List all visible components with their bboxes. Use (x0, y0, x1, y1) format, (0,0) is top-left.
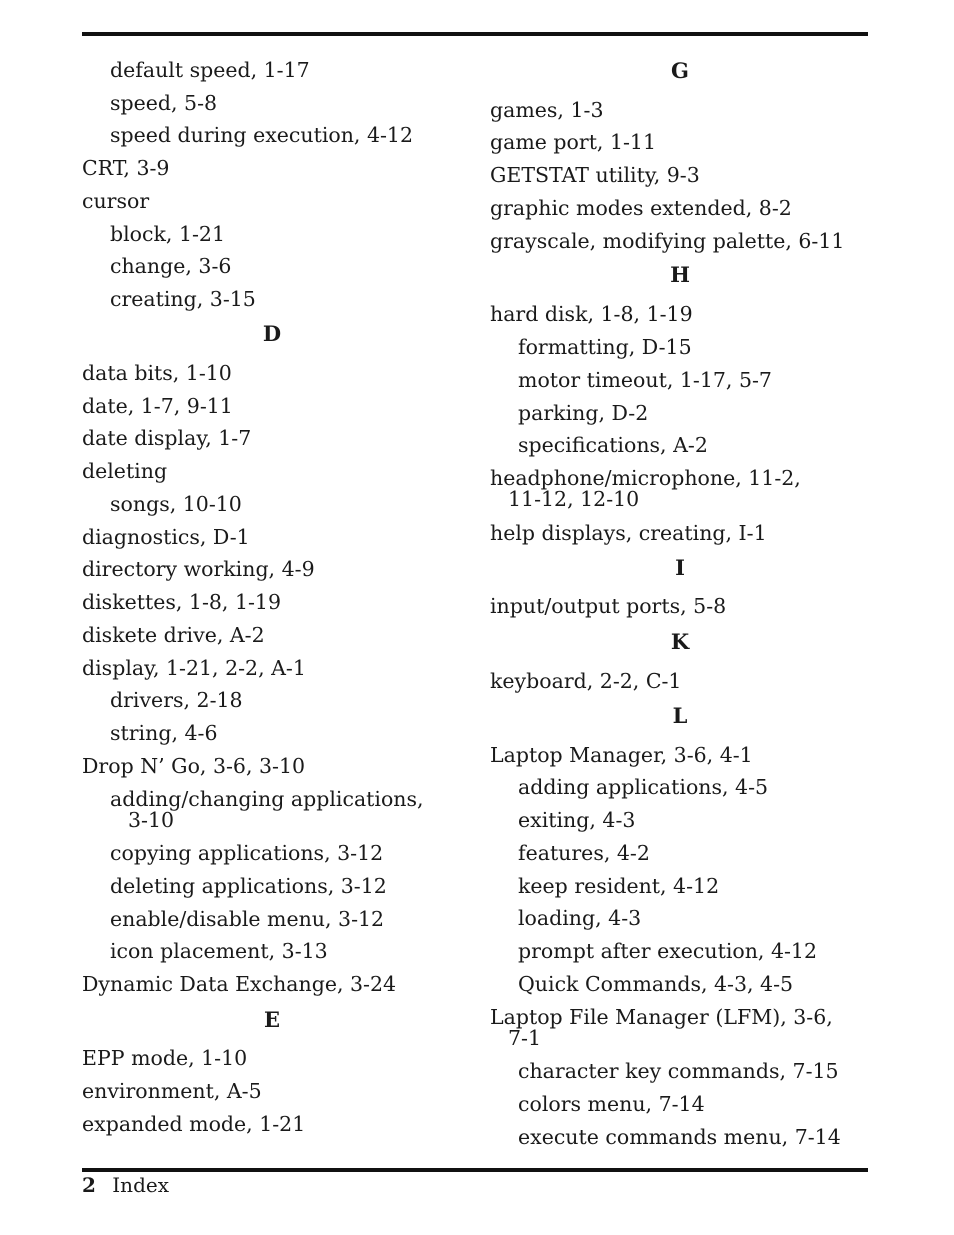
entry-text: execute commands menu, 7-14 (518, 1125, 841, 1149)
index-entry (82, 527, 250, 548)
entry-text: speed, 5-8 (110, 91, 218, 115)
index-subentry (490, 941, 817, 962)
index-subentry (490, 337, 692, 358)
index-entry (82, 625, 265, 646)
entry-continuation: 7-1 (508, 1026, 542, 1050)
entry-text: environment, A-5 (82, 1079, 262, 1103)
entry-text: headphone/microphone, 11-2, (490, 466, 801, 490)
entry-text: loading, 4-3 (518, 906, 642, 930)
entry-text: block, 1-21 (110, 222, 226, 246)
index-entry (490, 132, 656, 153)
index-subentry (490, 1094, 705, 1115)
entry-text: game port, 1-11 (490, 130, 657, 154)
index-entry (490, 523, 767, 544)
index-subentry (490, 403, 648, 424)
entry-text: grayscale, modifying palette, 6-11 (490, 229, 845, 253)
entry-text: parking, D-2 (518, 401, 649, 425)
entry-text: colors menu, 7-14 (518, 1092, 705, 1116)
index-subentry (82, 690, 243, 711)
section-letter: G (671, 58, 689, 83)
entry-text: motor timeout, 1-17, 5-7 (518, 368, 772, 392)
index-entry (82, 1114, 305, 1135)
index-subentry (82, 909, 384, 930)
index-entry (82, 658, 306, 679)
entry-text: CRT, 3-9 (82, 156, 170, 180)
index-entry (490, 671, 681, 692)
entry-text: Dynamic Data Exchange, 3-24 (82, 972, 397, 996)
index-subentry (490, 876, 719, 897)
section-letter: K (670, 629, 690, 654)
entry-text: songs, 10-10 (110, 492, 242, 516)
entry-text: keep resident, 4-12 (518, 874, 720, 898)
entry-text: graphic modes extended, 8-2 (490, 196, 792, 220)
entry-text: input/output ports, 5-8 (490, 594, 727, 618)
entry-text: diagnostics, D-1 (82, 525, 250, 549)
index-entry (82, 396, 233, 417)
index-subentry (490, 810, 635, 831)
entry-text: Laptop Manager, 3-6, 4-1 (490, 743, 753, 767)
index-subentry (490, 908, 641, 929)
index-entry (490, 100, 603, 121)
index-entry (490, 231, 844, 252)
entry-text: cursor (82, 189, 150, 213)
entry-text: enable/disable menu, 3-12 (110, 907, 385, 931)
entry-text: character key commands, 7-15 (518, 1059, 839, 1083)
index-entry (82, 428, 251, 449)
section-letter: L (672, 703, 688, 728)
entry-text: speed during execution, 4-12 (110, 123, 414, 147)
top-rule (82, 32, 868, 36)
entry-text: features, 4-2 (518, 841, 650, 865)
entry-text: diskettes, 1-8, 1-19 (82, 590, 282, 614)
index-subentry (82, 843, 383, 864)
section-letter: I (675, 555, 685, 580)
index-subentry (82, 494, 242, 515)
index-entry (490, 198, 792, 219)
page-footer (82, 1173, 169, 1197)
index-entry (82, 1048, 247, 1069)
index-entry (82, 559, 315, 580)
index-entry (490, 165, 700, 186)
index-entry (82, 592, 281, 613)
entry-text: hard disk, 1-8, 1-19 (490, 302, 693, 326)
entry-text: help displays, creating, I-1 (490, 521, 767, 545)
index-subentry (490, 435, 708, 456)
index-subentry (82, 93, 217, 114)
index-subentry (490, 843, 650, 864)
index-subentry (490, 1061, 839, 1082)
entry-text: date display, 1-7 (82, 426, 252, 450)
entry-text: GETSTAT utility, 9-3 (490, 163, 700, 187)
index-entry (490, 596, 726, 617)
index-subentry (82, 789, 424, 831)
index-subentry (82, 60, 310, 81)
entry-text: exiting, 4-3 (518, 808, 636, 832)
entry-text: prompt after execution, 4-12 (518, 939, 818, 963)
entry-text: Quick Commands, 4-3, 4-5 (518, 972, 794, 996)
entry-text: change, 3-6 (110, 254, 232, 278)
index-subentry (82, 125, 413, 146)
entry-text: data bits, 1-10 (82, 361, 232, 385)
index-entry (82, 756, 305, 777)
entry-text: creating, 3-15 (110, 287, 256, 311)
index-subentry (82, 289, 256, 310)
entry-text: default speed, 1-17 (110, 58, 310, 82)
entry-text: Drop N’ Go, 3-6, 3-10 (82, 754, 306, 778)
entry-text: formatting, D-15 (518, 335, 692, 359)
index-subentry (82, 256, 231, 277)
index-subentry (82, 876, 387, 897)
index-entry (490, 468, 801, 510)
index-entry (82, 158, 169, 179)
index-entry (490, 745, 753, 766)
entry-text: Laptop File Manager (LFM), 3-6, (490, 1005, 833, 1029)
entry-text: keyboard, 2-2, C-1 (490, 669, 682, 693)
entry-text: display, 1-21, 2-2, A-1 (82, 656, 306, 680)
footer-section-title: Index (112, 1173, 169, 1197)
entry-text: directory working, 4-9 (82, 557, 315, 581)
entry-text: adding/changing applications, (110, 787, 424, 811)
bottom-rule (82, 1168, 868, 1172)
entry-text: diskete drive, A-2 (82, 623, 265, 647)
entry-continuation: 3-10 (128, 808, 175, 832)
page-number: 2 (82, 1173, 96, 1197)
entry-text: expanded mode, 1-21 (82, 1112, 306, 1136)
entry-continuation: 11-12, 12-10 (508, 487, 640, 511)
index-entry (82, 191, 149, 212)
index-entry (490, 1007, 833, 1049)
section-letter: E (263, 1007, 280, 1032)
entry-text: deleting (82, 459, 168, 483)
entry-text: EPP mode, 1-10 (82, 1046, 248, 1070)
index-subentry (490, 777, 768, 798)
index-subentry (490, 974, 793, 995)
index-entry (82, 1081, 262, 1102)
entry-text: copying applications, 3-12 (110, 841, 384, 865)
entry-text: specifications, A-2 (518, 433, 708, 457)
entry-text: icon placement, 3-13 (110, 939, 328, 963)
entry-text: drivers, 2-18 (110, 688, 243, 712)
entry-text: date, 1-7, 9-11 (82, 394, 233, 418)
entry-text: string, 4-6 (110, 721, 218, 745)
section-letter: D (262, 321, 282, 346)
index-entry (82, 974, 396, 995)
index-subentry (490, 1127, 841, 1148)
entry-text: adding applications, 4-5 (518, 775, 769, 799)
index-entry (490, 304, 693, 325)
index-entry (82, 461, 167, 482)
index-subentry (82, 224, 225, 245)
index-subentry (82, 723, 218, 744)
entry-text: games, 1-3 (490, 98, 604, 122)
section-letter: H (670, 262, 690, 287)
entry-text: deleting applications, 3-12 (110, 874, 387, 898)
index-subentry (82, 941, 328, 962)
index-entry (82, 363, 232, 384)
index-subentry (490, 370, 772, 391)
